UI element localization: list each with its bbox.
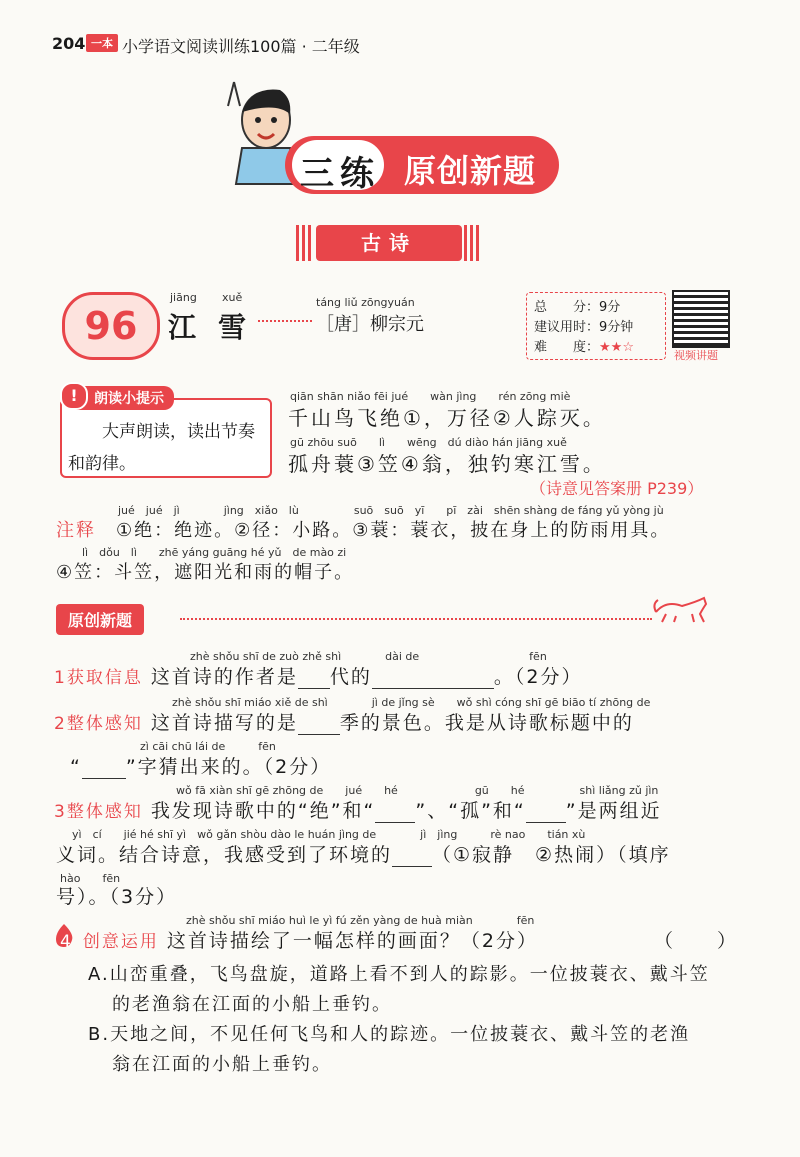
q3-pinyin-3: hào fēn: [60, 872, 121, 885]
tab-stripes-right: [464, 225, 482, 261]
title-pinyin-2: xuě: [222, 291, 243, 304]
q1-pinyin: zhè shǒu shī de zuò zhě shì dài de fēn: [190, 650, 547, 663]
q2-text-a: 这首诗描写的是: [150, 712, 298, 734]
difficulty-stars: ★★☆: [599, 340, 634, 355]
tip-text: 大声朗读，读出节奏和韵律。: [68, 422, 255, 474]
q3-blank-3[interactable]: [392, 844, 432, 867]
question-1: [54, 662, 583, 689]
q2-pinyin-2: zì cāi chū lái de fēn: [140, 740, 276, 753]
q4-label: 创意运用: [82, 932, 159, 952]
notes-line-1: ①绝：绝迹。②径：小路。③蓑：蓑衣，披在身上的防雨用具。: [116, 520, 671, 541]
exclamation-icon: !: [60, 382, 88, 410]
poem-author: ［唐］柳宗元: [316, 314, 424, 335]
q1-number: 1: [54, 668, 67, 688]
q4-number: 4: [60, 932, 73, 952]
verse-line-1: 千山鸟飞绝①，万径②人踪灭。: [288, 406, 606, 430]
section2-heading: 原创新题: [56, 604, 144, 635]
q3-text-d: 义词。结合诗意，我感受到了环境的: [56, 844, 393, 866]
q3-text-a: 我发现诗歌中的“绝”和“: [150, 800, 376, 822]
option-b-line2[interactable]: 翁在江面的小船上垂钓。: [112, 1054, 332, 1075]
verse-line-2: 孤舟蓑③笠④翁，独钓寒江雪。: [288, 452, 606, 476]
q1-text-c: 。（2分）: [493, 666, 583, 688]
difficulty-label: 难 度：: [534, 340, 600, 355]
brand-badge: 一本: [86, 34, 118, 52]
verse1-pinyin: qiān shān niǎo fēi jué wàn jìng rén zōng miè: [290, 390, 571, 403]
option-a-line1[interactable]: A.山峦重叠，飞鸟盘旋，道路上看不到人的踪影。一位披蓑衣、戴斗笠: [88, 964, 710, 985]
cat-icon: [652, 594, 712, 624]
book-title: 小学语文阅读训练100篇 · 二年级: [122, 37, 360, 56]
info-time: 建议用时：9分钟: [534, 320, 634, 335]
notes-line-2: ④笠：斗笠，遮阳光和雨的帽子。: [56, 562, 355, 583]
q2-pinyin: zhè shǒu shī miáo xiě de shì jì de jǐng sè wǒ shì cóng shī gē biāo tí zhōng de: [172, 696, 651, 709]
qr-code-icon[interactable]: [672, 290, 730, 348]
q3-text-c: ”是两组近: [565, 800, 662, 822]
q1-text-b: 代的: [329, 666, 372, 688]
notes-pinyin-1: jué jué jì jìng xiǎo lù suō suō yī pī zài shēn shàng de fáng yǔ yòng jù: [118, 504, 664, 517]
banner-part2: 原创新题: [404, 152, 537, 190]
question-2: [54, 708, 634, 735]
poem-title: 江雪: [168, 311, 269, 344]
banner-part1: 三练: [300, 154, 380, 194]
q3-blank-2[interactable]: [526, 800, 566, 823]
q3-text-f: 号）。（3分）: [56, 886, 178, 908]
q2-text-d: ”字猜出来的。（2分）: [125, 756, 332, 778]
section-tab: 古诗: [316, 225, 462, 261]
q4-pinyin: zhè shǒu shī miáo huì le yì fú zěn yàng de huà miàn fēn: [186, 914, 535, 927]
q3-text-e: （①寂静 ②热闹）（填序: [432, 844, 671, 866]
video-label[interactable]: 视频讲题: [674, 349, 718, 362]
q2-text-b: 季的景色。我是从诗歌标题中的: [339, 712, 634, 734]
q2-number: 2: [54, 714, 67, 734]
q3-blank-1[interactable]: [375, 800, 415, 823]
q2-blank-1[interactable]: [298, 712, 340, 735]
q3-number: 3: [54, 802, 67, 822]
q4-answer-bracket[interactable]: （ ）: [654, 930, 739, 952]
page-number: 204: [52, 34, 86, 53]
info-difficulty: [534, 336, 634, 355]
q1-text-a: 这首诗的作者是: [150, 666, 298, 688]
q2-blank-2[interactable]: [82, 756, 126, 779]
question-4: [62, 926, 538, 953]
q3-label: 整体感知: [66, 802, 143, 822]
notes-pinyin-2: lì dǒu lì zhē yáng guāng hé yǔ de mào zi: [82, 546, 347, 559]
poem-number-badge: 96: [62, 292, 160, 360]
question-3-line2: [56, 840, 671, 867]
title-dotted-line: [258, 320, 312, 322]
question-2-line2: [70, 752, 331, 779]
tab-stripes-left: [296, 225, 314, 261]
q3-pinyin-2: yì cí jié hé shī yì wǒ gǎn shòu dào le huán jìng de jì jìng rè nao tián xù: [72, 828, 586, 841]
q4-text: 这首诗描绘了一幅怎样的画面？（2分）: [166, 930, 538, 952]
q3-text-b: ”、“孤”和“: [415, 800, 526, 822]
q1-label: 获取信息: [66, 668, 143, 688]
tip-heading: 朗读小提示: [68, 386, 174, 410]
option-b-line1[interactable]: B.天地之间，不见任何飞鸟和人的踪迹。一位披蓑衣、戴斗笠的老渔: [88, 1024, 691, 1045]
q3-pinyin: wǒ fā xiàn shī gē zhōng de jué hé gū hé shì liǎng zǔ jìn: [176, 784, 659, 797]
title-pinyin-1: jiāng: [170, 291, 197, 304]
notes-label: 注释: [56, 520, 96, 541]
q2-label: 整体感知: [66, 714, 143, 734]
q1-blank-2[interactable]: [372, 666, 494, 689]
q1-blank-1[interactable]: [298, 666, 330, 689]
author-pinyin: táng liǔ zōngyuán: [316, 296, 415, 309]
answer-reference: （诗意见答案册 P239）: [530, 479, 704, 498]
info-total: 总 分：9分: [534, 300, 621, 315]
q2-text-c: “: [70, 756, 82, 778]
section2-dotted-line: [180, 618, 652, 620]
option-a-line2[interactable]: 的老渔翁在江面的小船上垂钓。: [112, 994, 392, 1015]
verse2-pinyin: gū zhōu suō lì wēng dú diào hán jiāng xuě: [290, 436, 567, 449]
question-3: [54, 796, 662, 823]
